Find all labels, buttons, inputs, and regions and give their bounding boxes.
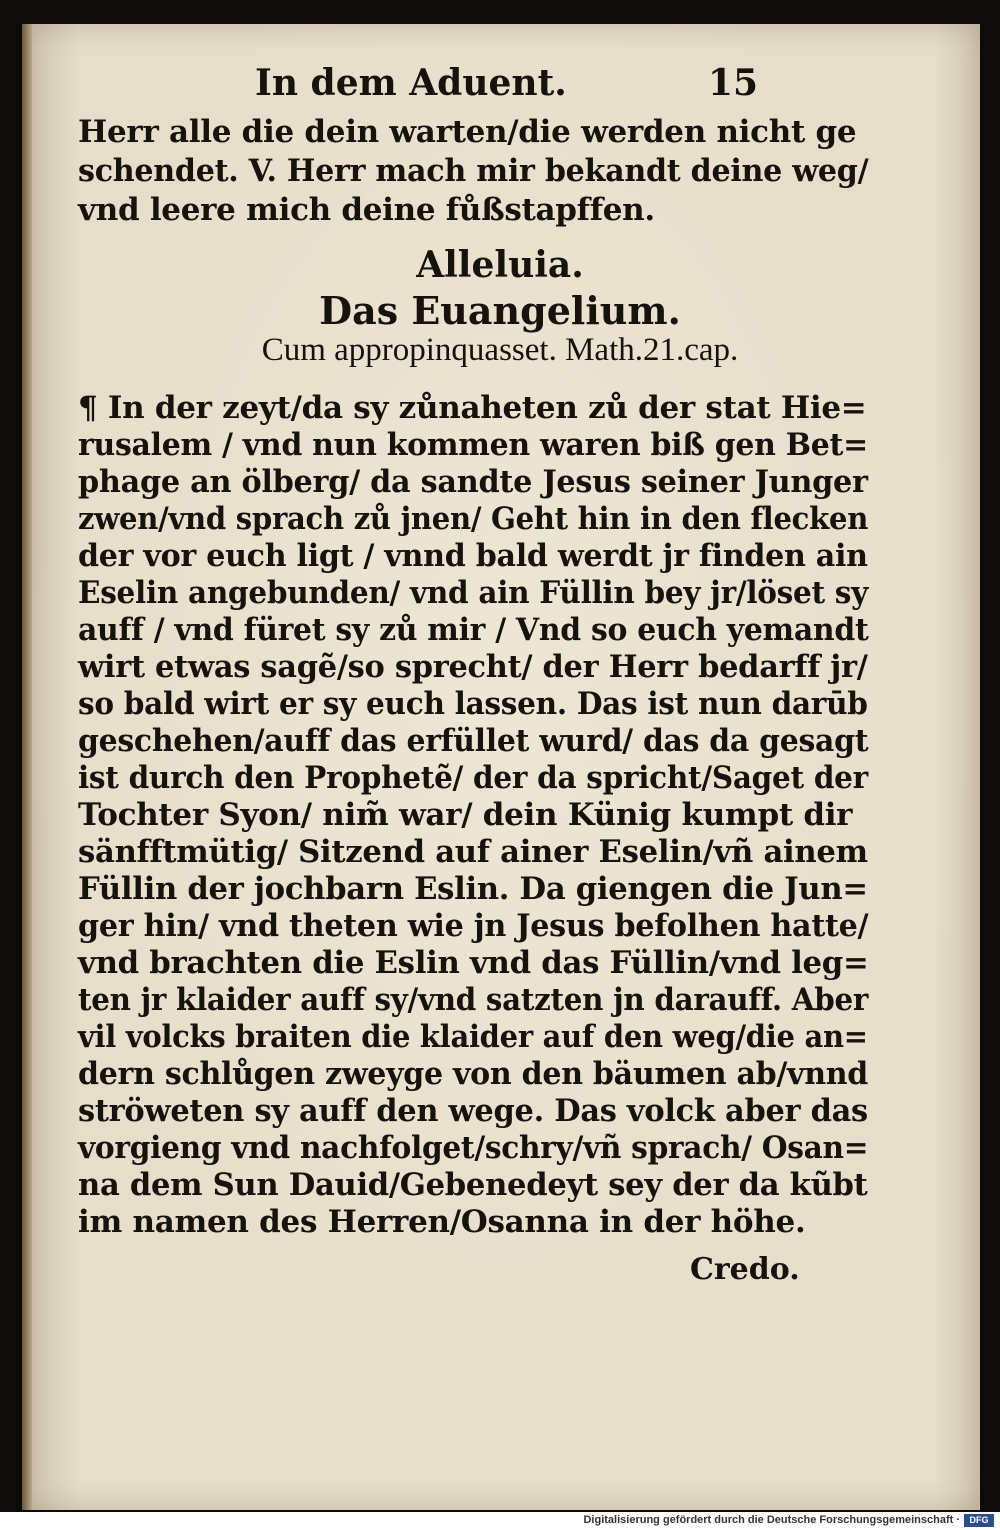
gospel-line: Füllin der jochbarn Eslin. Da giengen die Jun= xyxy=(78,871,868,907)
gospel-line: ist durch den Prophetẽ/ der da spricht/Saget der xyxy=(78,760,868,796)
intro-line: vnd leere mich deine fůßstapffen. xyxy=(78,192,655,228)
gospel-line: na dem Sun Dauid/Gebenedeyt sey der da kũbt xyxy=(78,1167,868,1203)
gospel-line: dern schlůgen zweyge von den bäumen ab/vnnd xyxy=(78,1056,869,1092)
gospel-line: Eselin angebunden/ vnd ain Füllin bey jr/löset sy xyxy=(78,575,868,611)
gospel-line: vnd brachten die Eslin vnd das Füllin/vnd leg= xyxy=(78,945,869,981)
intro-line: Herr alle die dein warten/die werden nicht ge xyxy=(78,114,857,150)
catchword: Credo. xyxy=(690,1252,800,1287)
gospel-line: der vor euch ligt / vnnd bald werdt jr finden ain xyxy=(78,538,868,574)
funding-credit: Digitalisierung gefördert durch die Deutsche Forschungsgemeinschaft · xyxy=(583,1514,960,1526)
gospel-line: vorgieng vnd nachfolget/schry/vñ sprach/ Osan= xyxy=(78,1130,869,1166)
gospel-line: so bald wirt er sy euch lassen. Das ist nun darūb xyxy=(78,686,868,722)
gospel-line: im namen des Herren/Osanna in der höhe. xyxy=(78,1204,806,1240)
lesson-reference: Cum appropinquasset. Math.21.cap. xyxy=(261,332,739,368)
gospel-line: ¶ In der zeyt/da sy zůnaheten zů der stat Hie= xyxy=(78,390,867,426)
gospel-line: rusalem / vnd nun kommen waren biß gen Bet= xyxy=(78,427,868,463)
gospel-line: geschehen/auff das erfüllet wurd/ das da gesagt xyxy=(78,723,869,759)
gospel-line: wirt etwas sagẽ/so sprecht/ der Herr bedarff jr/ xyxy=(78,649,868,685)
intro-line: schendet. V. Herr mach mir bekandt deine weg/ xyxy=(78,153,869,189)
dfg-logo: DFG xyxy=(964,1514,994,1527)
gospel-line: phage an ölberg/ da sandte Jesus seiner Junger xyxy=(78,464,868,500)
gospel-line: vil volcks braiten die klaider auf den weg/die an= xyxy=(78,1019,868,1055)
alleluia-heading: Alleluia. xyxy=(416,244,584,286)
gospel-line: zwen/vnd sprach zů jnen/ Geht hin in den flecken xyxy=(78,501,869,537)
gospel-line: ger hin/ vnd theten wie jn Jesus befolhen hatte/ xyxy=(78,908,869,944)
gospel-line: sänfftmütig/ Sitzend auf ainer Eselin/vñ ainem xyxy=(78,834,868,870)
gospel-line: Tochter Syon/ nim̃ war/ dein Künig kumpt dir xyxy=(78,797,853,833)
gospel-heading: Das Euangelium. xyxy=(319,288,681,333)
running-header: In dem Aduent. xyxy=(255,62,567,104)
gospel-line: auff / vnd füret sy zů mir / Vnd so euch yemandt xyxy=(78,612,869,648)
gospel-line: ströweten sy auff den wege. Das volck aber das xyxy=(78,1093,868,1129)
page-number: 15 xyxy=(708,62,759,104)
gospel-line: ten jr klaider auff sy/vnd satzten jn darauff. Aber xyxy=(78,982,868,1018)
